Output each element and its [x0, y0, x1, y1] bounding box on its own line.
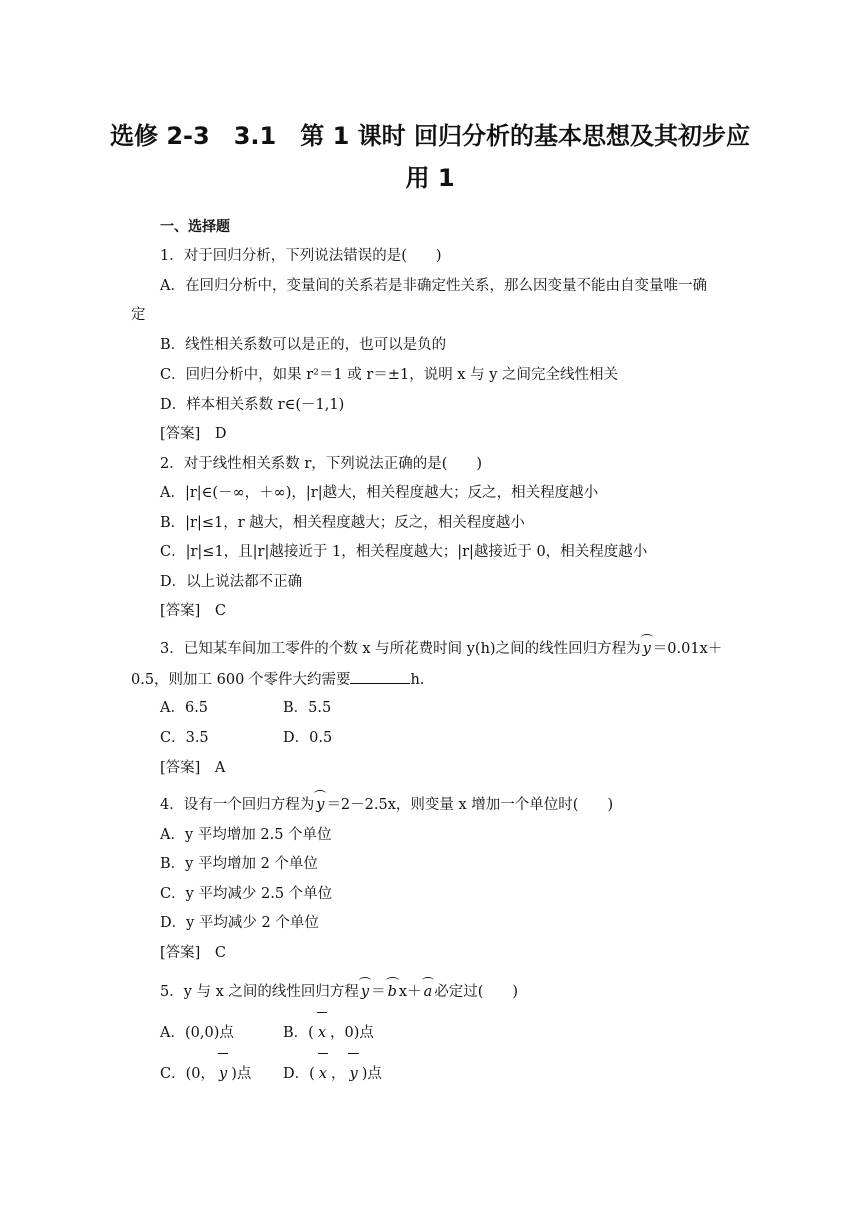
q3-option-d: D．0.5 — [283, 730, 333, 746]
section-heading: 一、选择题 — [160, 219, 230, 235]
y-bar-symbol: y — [215, 1065, 231, 1083]
y-hat-symbol: y — [642, 641, 651, 657]
q3-stem — [160, 640, 722, 658]
q4-answer: [答案] C — [160, 945, 226, 961]
q5-option-b — [283, 1024, 374, 1042]
q1-stem: 1．对于回归分析，下列说法错误的是( ) — [160, 248, 442, 264]
b-hat-symbol: b — [387, 984, 397, 1000]
answer-blank — [350, 669, 410, 684]
q4-stem-text-b: ＝2－2.5x，则变量 x 增加一个单位时( ) — [326, 797, 614, 813]
q2-option-b: B．|r|≤1，r 越大，相关程度越大；反之，相关程度越小 — [160, 515, 525, 531]
q3-stem-text-b: ＝0.01x＋ — [652, 641, 723, 657]
q5-option-d — [283, 1065, 382, 1083]
q5-stem-text-d: 必定过( ) — [434, 984, 519, 1000]
q4-option-c: C．y 平均减少 2.5 个单位 — [160, 886, 333, 902]
q5-option-a: A．(0,0)点 — [160, 1025, 234, 1041]
q1-option-a: A．在回归分析中，变量间的关系若是非确定性关系，那么因变量不能由自变量唯一确 — [160, 278, 707, 294]
q4-stem-text-a: 4．设有一个回归方程为 — [160, 797, 315, 813]
q3-option-b: B．5.5 — [283, 700, 332, 716]
q5-option-c-post: )点 — [231, 1066, 252, 1082]
y-hat-symbol: y — [360, 984, 370, 1000]
q5-option-b-pre: B．( — [283, 1025, 314, 1041]
q4-stem — [160, 796, 613, 814]
q5-stem — [160, 983, 518, 1001]
q4-option-b: B．y 平均增加 2 个单位 — [160, 856, 318, 872]
q5-stem-text-b: ＝ — [371, 984, 386, 1000]
q3-stem-text-c: 0.5，则加工 600 个零件大约需要 — [131, 672, 351, 688]
q4-option-d: D．y 平均减少 2 个单位 — [160, 915, 319, 931]
q5-option-c-pre: C．(0， — [160, 1066, 215, 1082]
q3-answer: [答案] A — [160, 760, 226, 776]
q2-option-c: C．|r|≤1，且|r|越接近于 1，相关程度越大；|r|越接近于 0，相关程度越小 — [160, 544, 648, 560]
q1-option-a-cont: 定 — [131, 307, 146, 323]
page-title-line1: 选修 2-3 3.1 第 1 课时 回归分析的基本思想及其初步应 — [110, 122, 750, 150]
x-bar-symbol: x — [314, 1024, 330, 1042]
q1-option-c: C．回归分析中，如果 r²＝1 或 r＝±1，说明 x 与 y 之间完全线性相关 — [160, 367, 619, 383]
q3-option-a: A．6.5 — [160, 700, 209, 716]
q5-option-d-post: )点 — [361, 1066, 382, 1082]
q5-option-d-mid: ， — [330, 1066, 346, 1082]
q5-option-d-pre: D．( — [283, 1066, 315, 1082]
q3-stem-cont — [131, 669, 424, 689]
q2-stem: 2．对于线性相关系数 r，下列说法正确的是( ) — [160, 456, 483, 472]
q4-option-a: A．y 平均增加 2.5 个单位 — [160, 827, 332, 843]
q1-answer: [答案] D — [160, 426, 227, 442]
q3-option-c: C．3.5 — [160, 730, 209, 746]
page-title-line2: 用 1 — [405, 164, 455, 192]
q5-option-c — [160, 1065, 251, 1083]
y-hat-symbol: y — [316, 797, 325, 813]
q5-option-b-post: ，0)点 — [330, 1025, 374, 1041]
q1-option-d: D．样本相关系数 r∈(－1,1) — [160, 397, 345, 413]
q1-option-b: B．线性相关系数可以是正的，也可以是负的 — [160, 337, 447, 353]
q3-stem-text-d: h. — [410, 672, 425, 688]
q5-stem-text-a: 5．y 与 x 之间的线性回归方程 — [160, 984, 359, 1000]
x-bar-symbol: x — [315, 1065, 331, 1083]
q5-stem-text-c: x＋ — [398, 984, 422, 1000]
a-hat-symbol: a — [423, 984, 433, 1000]
q2-answer: [答案] C — [160, 603, 226, 619]
q3-stem-text-a: 3．已知某车间加工零件的个数 x 与所花费时间 y(h)之间的线性回归方程为 — [160, 641, 641, 657]
y-bar-symbol: y — [345, 1065, 361, 1083]
q2-option-d: D．以上说法都不正确 — [160, 574, 303, 590]
q2-option-a: A．|r|∈(－∞，＋∞)，|r|越大，相关程度越大；反之，相关程度越小 — [160, 485, 599, 501]
